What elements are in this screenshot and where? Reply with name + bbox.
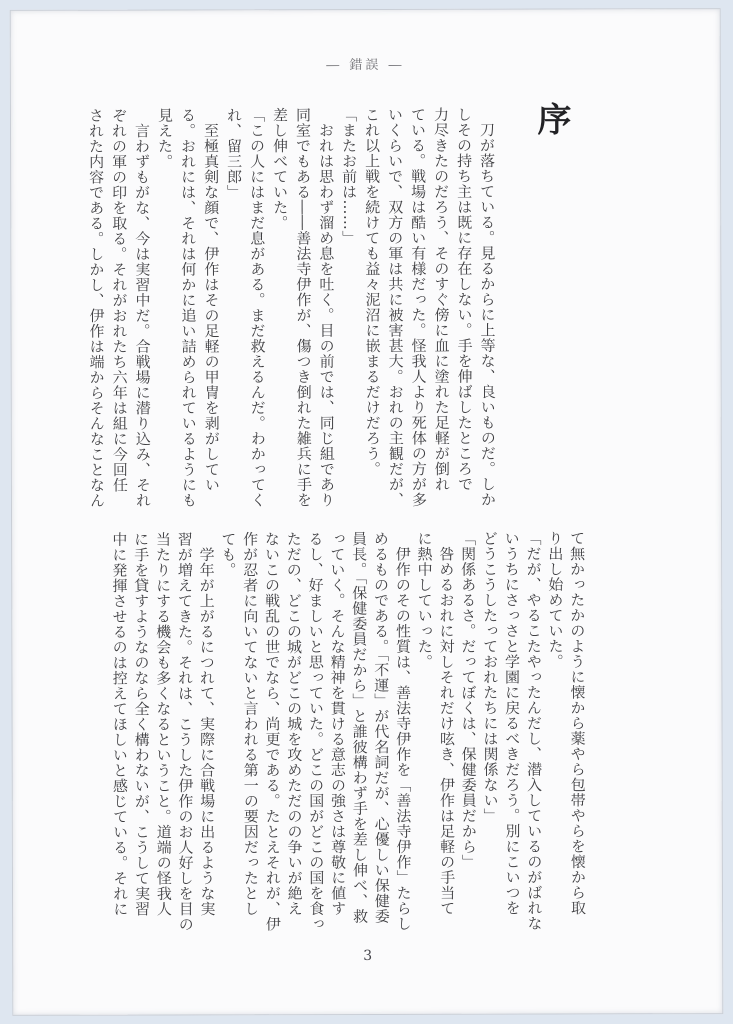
text-line: 「この人にはまだ息がある。まだ救えるんだ。わかってく <box>247 107 267 508</box>
text-line: これ以上戦を続けても益々泥沼に嵌まるだけだろう。 <box>362 106 382 477</box>
text-line: された内容である。しかし、伊作は端からそんなことなん <box>86 107 106 509</box>
page-number: 3 <box>363 947 373 965</box>
text-line: 「関係あるさ。だってぼくは、保健委員だから」 <box>459 530 478 870</box>
text-line: 刀が落ちている。見るからに上等な、良いものだ。しか <box>477 106 497 508</box>
running-header: ― 錯誤 ― <box>326 57 405 74</box>
text-line: いくらいで、双方の軍は共に被害甚大。おれの主観だが、 <box>385 106 405 508</box>
text-line: どうこうしたっておれたちには関係ない」 <box>480 530 500 824</box>
text-line: 「またお前は……」 <box>339 107 359 246</box>
text-line: に熱中していった。 <box>415 530 434 670</box>
chapter-title: 序 <box>530 101 572 136</box>
text-line: 員長。「保健委員だから」と誰彼構わず手を差し伸べ、救 <box>350 530 370 924</box>
text-line: に手を貸すようなのなら全く構わないが、こうして実習 <box>132 531 152 917</box>
text-line: 作が忍者に向いてないと言われる第一の要因だったとし <box>241 531 261 917</box>
text-line: 力尽きたのだろう、そのすぐ傍に血に塗れた足軽が倒れ <box>431 106 451 492</box>
text-block-bottom <box>108 530 589 943</box>
text-line: ただの、どこの城がどこの城を攻めただのの争いが絶え <box>284 531 304 917</box>
text-line: ぞれの軍の印を取る。それがおれたち六年は組に今回任 <box>109 107 129 493</box>
text-line: 咎めるおれに対しそれだけ呟き、伊作は足軽の手当て <box>437 530 457 916</box>
text-line: 当たりにする機会も多くなるということ。道端の怪我人 <box>153 531 173 917</box>
text-line: て無かったかのように懐から薬やら包帯やらを懐から取 <box>568 530 588 916</box>
text-line: っていく。そんな精神を貫ける意志の強さは尊敬に値す <box>328 531 348 917</box>
text-line: 至極真剣な顔で、伊作はその足軽の甲冑を剥がしてい <box>201 107 221 493</box>
text-line: ても。 <box>219 531 238 578</box>
text-line: 言わずもがな、今は実習中だ。合戦場に潜り込み、それ <box>132 107 152 509</box>
text-line: 「だが、やるこたやったんだし、潜入しているのがばれな <box>524 530 544 931</box>
text-line: 学年が上がるにつれて、実際に合戦場に出るような実 <box>197 531 217 917</box>
text-line: ないこの戦乱の世でなら、尚更である。たとえそれが、伊 <box>262 531 282 932</box>
text-line: 見えた。 <box>155 107 175 170</box>
text-block-top <box>84 107 499 520</box>
text-line: り出し始めていた。 <box>546 530 565 670</box>
document-page <box>10 8 724 1016</box>
text-line: れ、留三郎」 <box>224 107 244 200</box>
text-line: る。おれには、それは何かに追い詰められているようにも <box>178 107 198 508</box>
text-line: 習が増えてきた。それは、こうした伊作のお人好しを目の <box>175 531 195 932</box>
text-line: しその持ち主は既に存在しない。手を伸ばしたところで <box>454 106 474 492</box>
text-line: 差し伸べていた。 <box>270 107 290 231</box>
text-line: 伊作のその性質は、善法寺伊作を「善法寺伊作」たらし <box>393 530 413 932</box>
text-line: めるものである。「不運」が代名詞だが、心優しい保健委 <box>371 530 391 924</box>
text-line: いうちにさっさと学園に戻るべきだろう。別にこいつを <box>502 530 522 916</box>
text-line: ている。戦場は酷い有様だった。怪我人より死体の方が多 <box>408 106 428 508</box>
text-line: おれは思わず溜め息を吐く。目の前では、同じ組であり <box>316 107 336 508</box>
text-line: 同室でもある――善法寺伊作が、傷つき倒れた雑兵に手を <box>293 107 313 508</box>
text-line: 中に発揮させるのは控えてほしいと感じている。それに <box>110 531 130 917</box>
text-line: るし、好ましいと思っていた。どこの国がどこの国を食っ <box>306 531 326 932</box>
